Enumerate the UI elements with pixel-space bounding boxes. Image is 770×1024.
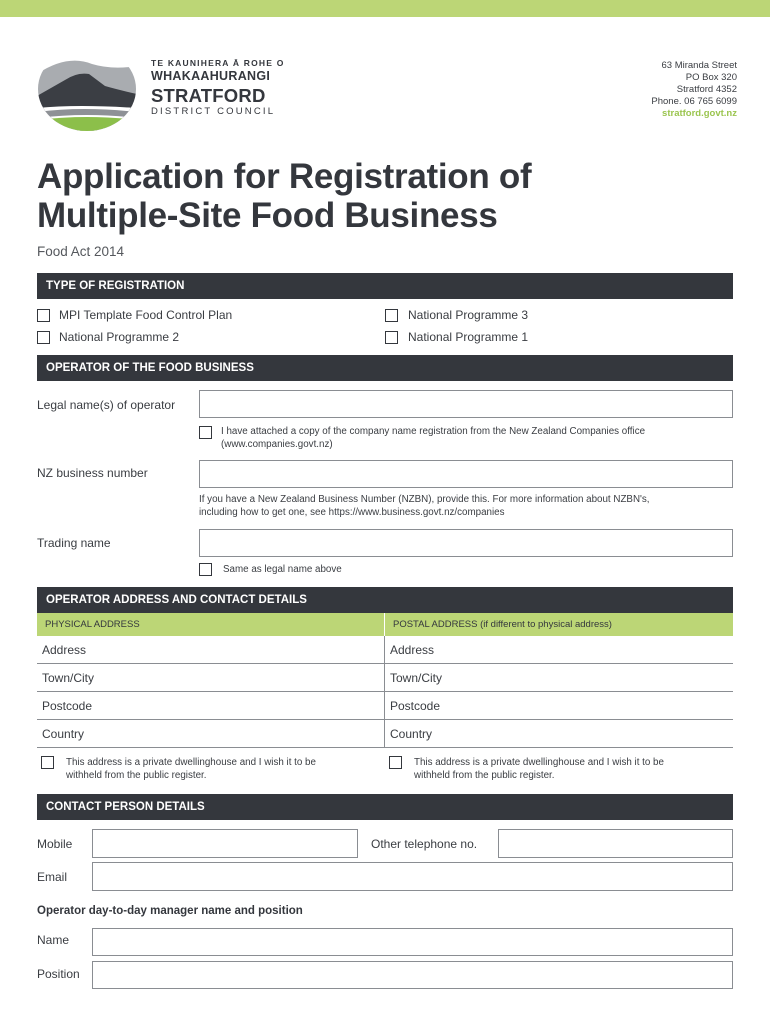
- physical-country-field[interactable]: Country: [42, 727, 85, 741]
- logo-whakaahurangi: WHAKAAHURANGI: [151, 69, 271, 83]
- logo-maori-line: TE KAUNIHERA Ā ROHE O: [151, 58, 285, 68]
- manager-heading: Operator day-to-day manager name and position: [37, 905, 303, 917]
- address-po: PO Box 320: [685, 72, 737, 83]
- address-column-headers: [37, 613, 733, 636]
- legal-name-input[interactable]: [199, 390, 733, 418]
- council-address: [651, 60, 737, 120]
- checkbox-national-programme-1[interactable]: [385, 331, 398, 344]
- top-accent-bar: [0, 0, 770, 17]
- logo-stratford: STRATFORD: [151, 85, 266, 106]
- manager-name-label: Name: [37, 933, 70, 947]
- header-divider: [384, 613, 385, 636]
- checkbox-same-as-legal[interactable]: [199, 563, 212, 576]
- title-line-2: Multiple-Site Food Business: [37, 196, 498, 235]
- postal-address-heading: POSTAL ADDRESS (if different to physical address): [393, 619, 612, 630]
- postal-private-line-1: This address is a private dwellinghouse and I wish it to be: [414, 757, 664, 768]
- physical-address-field[interactable]: Address: [42, 643, 87, 657]
- page-title: [37, 157, 531, 235]
- other-phone-label: Other telephone no.: [371, 837, 478, 851]
- council-name: [151, 58, 285, 117]
- section-contact: CONTACT PERSON DETAILS: [37, 794, 733, 820]
- country-row: [37, 720, 733, 748]
- postal-address-field[interactable]: Address: [390, 643, 435, 657]
- physical-private-line-1: This address is a private dwellinghouse and I wish it to be: [66, 757, 316, 768]
- option-mpi-template: MPI Template Food Control Plan: [59, 308, 233, 322]
- section-type-of-registration: TYPE OF REGISTRATION: [37, 273, 733, 299]
- physical-postcode-field[interactable]: Postcode: [42, 699, 93, 713]
- postal-private-line-2: withheld from the public register.: [414, 769, 555, 781]
- physical-town-field[interactable]: Town/City: [42, 671, 95, 685]
- legal-name-label: Legal name(s) of operator: [37, 398, 176, 412]
- postal-postcode-field[interactable]: Postcode: [390, 699, 441, 713]
- attached-copy-text: [221, 426, 645, 451]
- checkbox-attached-copy[interactable]: [199, 426, 212, 439]
- nzbn-input[interactable]: [199, 460, 733, 488]
- address-column-divider: [384, 636, 385, 748]
- physical-private-line-2: withheld from the public register.: [66, 769, 207, 781]
- postal-country-field[interactable]: Country: [390, 727, 433, 741]
- section-operator: OPERATOR OF THE FOOD BUSINESS: [37, 355, 733, 381]
- email-input[interactable]: [92, 862, 733, 891]
- address-row: [37, 636, 733, 664]
- nzbn-help-text: [199, 494, 650, 519]
- nzbn-help-line-2: including how to get one, see https://www.business.govt.nz/companies: [199, 506, 505, 518]
- postal-private-text: [414, 757, 664, 782]
- page-subtitle: Food Act 2014: [37, 244, 125, 259]
- email-label: Email: [37, 870, 68, 884]
- trading-name-label: Trading name: [37, 536, 111, 550]
- checkbox-national-programme-3[interactable]: [385, 309, 398, 322]
- postal-town-field[interactable]: Town/City: [390, 671, 443, 685]
- town-city-row: [37, 664, 733, 692]
- manager-name-input[interactable]: [92, 928, 733, 956]
- trading-name-input[interactable]: [199, 529, 733, 557]
- checkbox-national-programme-2[interactable]: [37, 331, 50, 344]
- website-link[interactable]: stratford.govt.nz: [662, 108, 737, 119]
- option-national-programme-2: National Programme 2: [59, 330, 180, 344]
- option-national-programme-3: National Programme 3: [408, 308, 529, 322]
- option-national-programme-1: National Programme 1: [408, 330, 529, 344]
- manager-position-label: Position: [37, 967, 80, 981]
- attached-line-1: I have attached a copy of the company name registration from the New Zealand Companies office: [221, 426, 646, 437]
- checkbox-physical-private[interactable]: [41, 756, 54, 769]
- address-street: 63 Miranda Street: [661, 60, 737, 71]
- title-line-1: Application for Registration of: [37, 157, 532, 196]
- attached-line-2: (www.companies.govt.nz): [221, 438, 333, 450]
- postcode-row: [37, 692, 733, 720]
- physical-address-heading: PHYSICAL ADDRESS: [45, 619, 140, 630]
- nzbn-help-line-1: If you have a New Zealand Business Number (NZBN), provide this. For more information about NZBN's,: [199, 494, 650, 505]
- manager-position-input[interactable]: [92, 961, 733, 989]
- mobile-label: Mobile: [37, 837, 73, 851]
- nzbn-label: NZ business number: [37, 466, 148, 480]
- same-as-legal-text: Same as legal name above: [223, 564, 342, 575]
- section-address: OPERATOR ADDRESS AND CONTACT DETAILS: [37, 587, 733, 613]
- physical-private-text: [66, 757, 316, 782]
- other-phone-input[interactable]: [498, 829, 733, 858]
- council-logo-icon: [37, 46, 137, 132]
- mobile-input[interactable]: [92, 829, 358, 858]
- address-city: Stratford 4352: [676, 84, 737, 95]
- logo-district-council: DISTRICT COUNCIL: [151, 106, 276, 117]
- checkbox-mpi-template[interactable]: [37, 309, 50, 322]
- checkbox-postal-private[interactable]: [389, 756, 402, 769]
- address-phone: Phone. 06 765 6099: [651, 96, 737, 107]
